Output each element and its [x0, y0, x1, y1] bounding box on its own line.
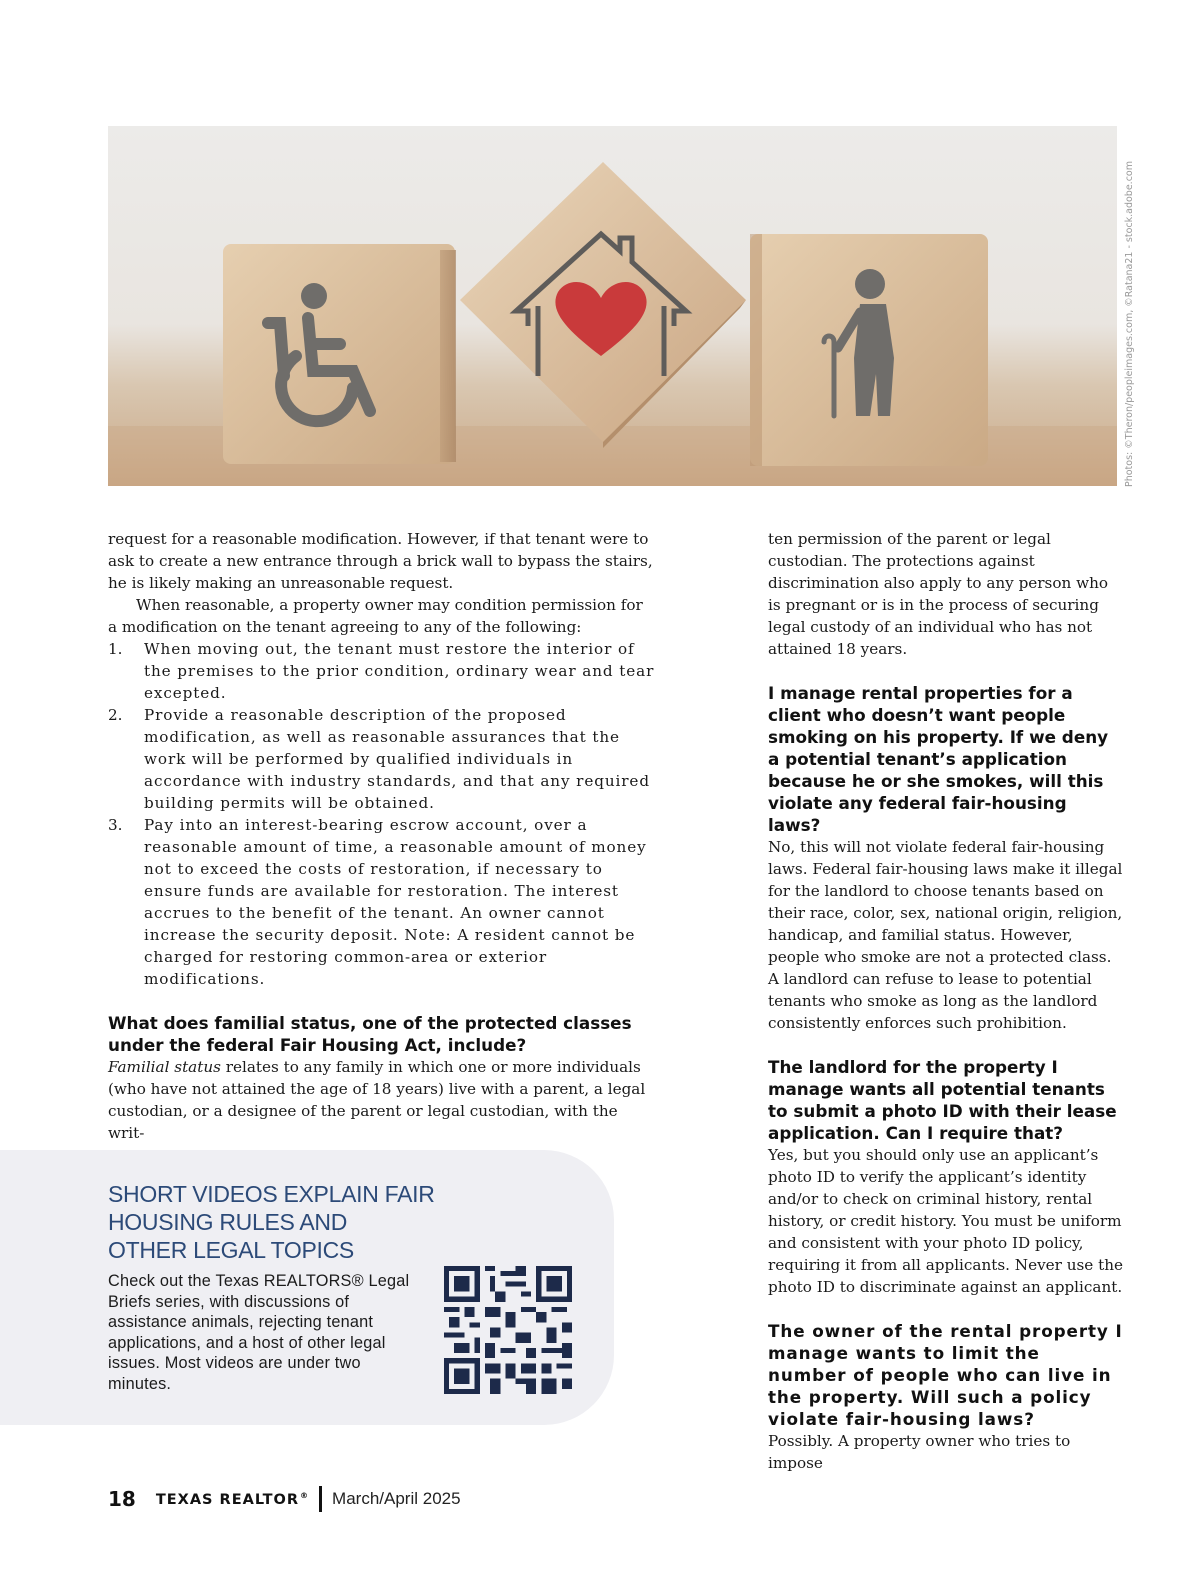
magazine-name: [156, 1491, 309, 1508]
answer-paragraph: Yes, but you should only use an applicant’s photo ID to verify the applicant’s identity and/or to check on criminal history, rental history, or credit history. You must be uniform and consistent with your photo ID policy, requiring it from all applicants. Never use the photo ID to discriminate against an applicant.: [768, 1146, 1124, 1296]
list-text: When moving out, the tenant must restore the interior of the premises to the prior condition, ordinary wear and tear excepted.: [144, 640, 655, 702]
paragraph: When reasonable, a property owner may condition permission for a modification on the tenant agreeing to any of the following:: [108, 596, 643, 636]
list-number: 1.: [108, 640, 123, 658]
list-text: Pay into an interest-bearing escrow account, over a reasonable amount of time, a reasonable amount of money not to exceed the costs of restoration, if necessary to ensure funds are available for restoration. The interest accrues to the benefit of the tenant. An owner cannot increase the security deposit. Note: A resident cannot be charged for restoring common-area or exterior modifications.: [144, 816, 647, 988]
answer-paragraph: [108, 1056, 656, 1144]
page-footer: [108, 1484, 461, 1514]
list-item: [108, 704, 656, 814]
question-heading: The owner of the rental property I manage wants to limit the number of people who can live in the property. Will such a policy violate fair-housing laws?: [768, 1321, 1123, 1429]
registered-mark: ®: [300, 1490, 310, 1500]
sidebar-title-line: HOUSING RULES AND: [108, 1209, 348, 1235]
sidebar-title-line: OTHER LEGAL TOPICS: [108, 1237, 354, 1263]
answer-paragraph: No, this will not violate federal fair-housing laws. Federal fair-housing laws make it illegal for the landlord to choose tenants based on their race, color, sex, national origin, religion, handicap, and familial status. However, people who smoke are not a protected class. A landlord can refuse to lease to potential tenants who smoke as long as the landlord consistently enforces such prohibition.: [768, 838, 1123, 1032]
question-heading: I manage rental properties for a client who doesn’t want people smoking on his property. If we deny a potential tenant’s application because he or she smokes, will this violate any federal fair-housing laws?: [768, 683, 1109, 835]
list-number: 3.: [108, 816, 123, 834]
blocks-illustration: [108, 126, 1117, 486]
answer-text: relates to any family in which one or more individuals (who have not attained the age of 18 years) live with a parent, a legal custodian, or a designee of the parent or legal custodian, with the writ-: [108, 1058, 646, 1142]
sidebar-title-line: SHORT VIDEOS EXPLAIN FAIR: [108, 1181, 435, 1207]
emphasis: Familial status: [108, 1058, 221, 1076]
modification-list: [108, 638, 656, 990]
hero-photo: [108, 126, 1117, 486]
list-item: [108, 814, 656, 990]
qr-code-icon[interactable]: [444, 1266, 572, 1394]
paragraph: ten permission of the parent or legal custodian. The protections against discrimination also apply to any person who is pregnant or is in the process of securing legal custody of an individual who has not attained 18 years.: [768, 530, 1109, 658]
list-text: Provide a reasonable description of the proposed modification, as well as reasonable assurances that the work will be performed by qualified individuals in accordance with industry standards, and that any required building permits will be obtained.: [144, 706, 650, 812]
paragraph: request for a reasonable modification. However, if that tenant were to ask to create a new entrance through a brick wall to bypass the stairs, he is likely making an unreasonable request.: [108, 530, 653, 592]
right-column: [768, 528, 1124, 1474]
sidebar-title: [108, 1180, 488, 1264]
answer-paragraph: Possibly. A property owner who tries to impose: [768, 1432, 1071, 1472]
elderly-block: [750, 234, 988, 466]
list-number: 2.: [108, 706, 123, 724]
question-heading: The landlord for the property I manage wants all potential tenants to submit a photo ID with their lease application. Can I require that?: [768, 1057, 1117, 1143]
magazine-title: TEXAS REALTOR: [155, 1491, 300, 1508]
photo-credit: Photos: ©Theron/peopleimages.com, ©Ratana21 - stock.adobe.com: [1124, 161, 1135, 487]
list-item: [108, 638, 656, 704]
sidebar-body: Check out the Texas REALTORS® Legal Briefs series, with discussions of assistance animals, rejecting tenant applications, and a host of other legal issues. Most videos are under two minutes.: [108, 1272, 410, 1393]
wheelchair-block: [223, 244, 456, 464]
issue-date: March/April 2025: [332, 1489, 461, 1508]
house-heart-block: [460, 162, 746, 448]
left-column: [108, 528, 656, 1144]
page-number: 18: [108, 1487, 136, 1511]
footer-divider: [319, 1486, 322, 1512]
question-heading: What does familial status, one of the protected classes under the federal Fair Housing Act, include?: [108, 1013, 632, 1055]
